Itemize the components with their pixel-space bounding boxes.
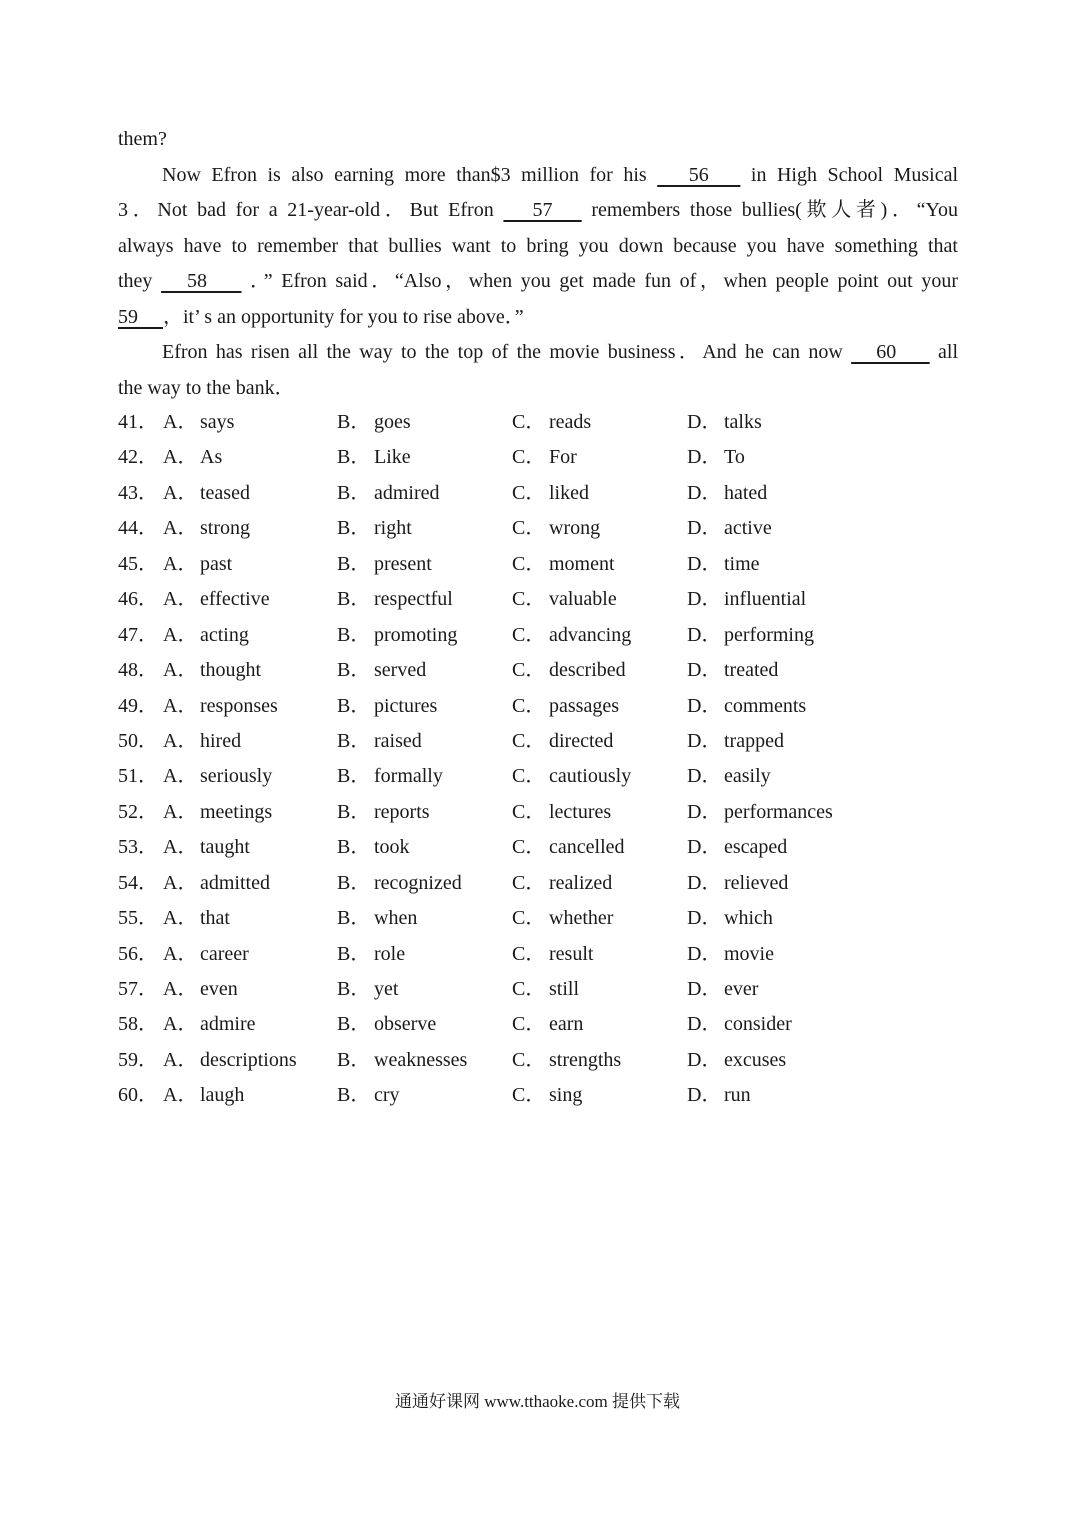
option-text: time <box>724 552 760 575</box>
option-b <box>337 759 443 794</box>
blank-59: 59 <box>118 305 163 328</box>
passage-line: 3．Not bad for a 21-year-old．But Efron 57 remembers those bullies(欺人者)．“You <box>118 199 958 221</box>
option-b <box>337 653 426 688</box>
option-text: relieved <box>724 871 789 894</box>
question-row <box>118 830 958 865</box>
question-number: 47． <box>118 623 158 646</box>
option-d <box>687 547 760 582</box>
option-letter: A． <box>163 552 198 575</box>
option-text: comments <box>724 694 807 717</box>
question-row <box>118 582 958 617</box>
option-text: cautiously <box>549 765 632 788</box>
option-letter: B． <box>337 481 371 504</box>
option-text: laugh <box>200 1084 245 1107</box>
option-letter: B． <box>337 446 371 469</box>
option-letter: D． <box>687 694 722 717</box>
option-text: right <box>374 517 412 540</box>
option-text: seriously <box>200 765 273 788</box>
answer-options <box>118 405 958 1114</box>
option-text: still <box>549 978 580 1000</box>
option-letter: B． <box>337 765 371 788</box>
option-letter: D． <box>687 588 722 611</box>
option-text: effective <box>200 588 270 611</box>
option-text: valuable <box>549 588 617 611</box>
option-c <box>512 759 631 794</box>
question-row <box>118 972 958 1007</box>
question-number: 48． <box>118 659 158 682</box>
option-text: consider <box>724 1013 792 1036</box>
option-letter: B． <box>337 800 371 823</box>
option-a <box>163 405 234 440</box>
option-letter: D． <box>687 765 722 788</box>
option-text: whether <box>549 907 614 930</box>
option-letter: A． <box>163 659 198 682</box>
option-a <box>163 937 249 972</box>
option-letter: D． <box>687 623 722 646</box>
option-b <box>337 476 440 511</box>
option-letter: B． <box>337 1048 371 1071</box>
option-c <box>512 618 631 653</box>
option-text: hated <box>724 481 768 504</box>
option-letter: D． <box>687 481 722 504</box>
option-b <box>337 1043 467 1078</box>
option-c <box>512 724 613 759</box>
option-letter: B． <box>337 1084 371 1107</box>
option-letter: A． <box>163 1084 198 1107</box>
option-c <box>512 1043 621 1078</box>
passage-line: 59 ，it’ s an opportunity for you to rise above．” <box>118 305 524 328</box>
option-c <box>512 547 615 582</box>
option-letter: A． <box>163 907 198 930</box>
option-b <box>337 689 437 724</box>
question-row <box>118 405 958 440</box>
option-a <box>163 653 261 688</box>
option-c <box>512 476 589 511</box>
option-letter: A． <box>163 588 198 611</box>
option-text: even <box>200 978 238 1000</box>
option-a <box>163 866 270 901</box>
option-a <box>163 689 278 724</box>
blank-57: 57 <box>503 199 582 221</box>
passage-line: Efron has risen all the way to the top of the movie business．And he can now 60 all <box>162 341 959 363</box>
option-text: responses <box>200 694 278 717</box>
option-letter: A． <box>163 836 198 859</box>
option-text: Like <box>374 446 411 469</box>
option-text: promoting <box>374 623 458 646</box>
option-text: For <box>549 446 577 469</box>
option-c <box>512 511 600 546</box>
option-letter: A． <box>163 800 198 823</box>
option-letter: B． <box>337 1013 371 1036</box>
option-a <box>163 440 222 475</box>
option-text: earn <box>549 1013 584 1036</box>
option-letter: B． <box>337 907 371 930</box>
option-text: served <box>374 659 427 682</box>
option-text: admired <box>374 481 440 504</box>
question-number: 54． <box>118 871 158 894</box>
option-letter: C． <box>512 871 546 894</box>
option-d <box>687 759 771 794</box>
option-d <box>687 653 778 688</box>
question-number: 57． <box>118 978 158 1000</box>
option-text: pictures <box>374 694 438 717</box>
question-row <box>118 511 958 546</box>
option-d <box>687 511 772 546</box>
option-letter: B． <box>337 694 371 717</box>
blank-60: 60 <box>851 341 930 363</box>
option-letter: D． <box>687 659 722 682</box>
option-letter: C． <box>512 942 546 965</box>
option-text: descriptions <box>200 1048 297 1071</box>
option-letter: D． <box>687 978 722 1000</box>
option-letter: D． <box>687 552 722 575</box>
option-letter: C． <box>512 1084 546 1107</box>
option-text: career <box>200 942 249 965</box>
question-row <box>118 795 958 830</box>
option-a <box>163 618 249 653</box>
option-letter: A． <box>163 1013 198 1036</box>
option-text: advancing <box>549 623 632 646</box>
option-c <box>512 405 591 440</box>
option-letter: C． <box>512 517 546 540</box>
passage-line: always have to remember that bullies want to bring you down because you have something that <box>118 234 958 257</box>
option-letter: D． <box>687 1084 722 1107</box>
option-text: goes <box>374 411 411 433</box>
option-text: wrong <box>549 517 601 540</box>
option-letter: A． <box>163 411 198 433</box>
option-c <box>512 830 625 865</box>
option-letter: C． <box>512 765 546 788</box>
option-c <box>512 1078 582 1113</box>
passage-line: them? <box>118 128 167 150</box>
option-text: easily <box>724 765 771 788</box>
option-d <box>687 476 767 511</box>
option-d <box>687 866 788 901</box>
question-row <box>118 1007 958 1042</box>
option-letter: C． <box>512 978 546 1000</box>
option-text: performing <box>724 623 814 646</box>
option-a <box>163 1007 256 1042</box>
option-text: past <box>200 552 233 575</box>
option-letter: B． <box>337 978 371 1000</box>
option-text: observe <box>374 1013 437 1036</box>
option-a <box>163 901 230 936</box>
option-text: result <box>549 942 594 965</box>
option-d <box>687 1078 751 1113</box>
option-letter: D． <box>687 871 722 894</box>
option-d <box>687 689 806 724</box>
option-letter: D． <box>687 729 722 752</box>
option-text: movie <box>724 942 774 965</box>
option-a <box>163 1078 244 1113</box>
option-b <box>337 724 422 759</box>
option-c <box>512 795 611 830</box>
option-text: sing <box>549 1084 583 1107</box>
option-letter: A． <box>163 978 198 1000</box>
blank-56: 56 <box>657 163 741 186</box>
option-c <box>512 440 577 475</box>
option-c <box>512 901 613 936</box>
option-letter: B． <box>337 517 371 540</box>
option-text: weaknesses <box>374 1048 468 1071</box>
passage-line: they 58 ．” Efron said．“Also，when you get made fun of，when people point out your <box>118 270 959 292</box>
option-b <box>337 511 412 546</box>
question-row <box>118 476 958 511</box>
option-c <box>512 689 619 724</box>
option-letter: C． <box>512 694 546 717</box>
option-letter: B． <box>337 659 371 682</box>
question-number: 58． <box>118 1013 158 1036</box>
option-letter: C． <box>512 588 546 611</box>
question-number: 52． <box>118 800 158 823</box>
option-letter: A． <box>163 765 198 788</box>
option-a <box>163 972 238 1007</box>
option-letter: B． <box>337 552 371 575</box>
option-letter: C． <box>512 481 546 504</box>
question-number: 43． <box>118 481 158 504</box>
option-letter: B． <box>337 588 371 611</box>
option-b <box>337 972 398 1007</box>
option-b <box>337 547 432 582</box>
option-b <box>337 937 405 972</box>
option-text: performances <box>724 800 833 823</box>
question-number: 60． <box>118 1084 158 1107</box>
option-letter: A． <box>163 871 198 894</box>
question-number: 55． <box>118 907 158 930</box>
option-letter: B． <box>337 871 371 894</box>
option-text: described <box>549 659 626 682</box>
question-row <box>118 440 958 475</box>
option-d <box>687 618 814 653</box>
option-letter: D． <box>687 446 722 469</box>
option-letter: A． <box>163 517 198 540</box>
option-text: As <box>200 446 223 469</box>
question-row <box>118 937 958 972</box>
option-text: escaped <box>724 836 788 859</box>
option-c <box>512 937 593 972</box>
option-c <box>512 582 617 617</box>
option-d <box>687 1007 792 1042</box>
question-number: 42． <box>118 446 158 469</box>
option-text: respectful <box>374 588 453 611</box>
option-b <box>337 866 462 901</box>
blank-58: 58 <box>161 270 242 292</box>
option-d <box>687 901 773 936</box>
option-letter: D． <box>687 800 722 823</box>
option-a <box>163 795 272 830</box>
option-text: cancelled <box>549 836 625 859</box>
option-b <box>337 618 457 653</box>
option-letter: A． <box>163 942 198 965</box>
option-letter: A． <box>163 1048 198 1071</box>
option-letter: A． <box>163 481 198 504</box>
option-text: realized <box>549 871 613 894</box>
passage <box>118 122 958 406</box>
question-number: 44． <box>118 517 158 540</box>
option-text: role <box>374 942 406 965</box>
option-a <box>163 830 250 865</box>
option-b <box>337 582 453 617</box>
question-row <box>118 1043 958 1078</box>
option-letter: C． <box>512 800 546 823</box>
question-number: 53． <box>118 836 158 859</box>
option-a <box>163 582 270 617</box>
option-a <box>163 1043 297 1078</box>
option-text: strengths <box>549 1048 622 1071</box>
option-letter: C． <box>512 836 546 859</box>
question-row <box>118 689 958 724</box>
question-number: 45． <box>118 552 158 575</box>
question-number: 56． <box>118 942 158 965</box>
option-text: hired <box>200 729 242 752</box>
option-d <box>687 405 762 440</box>
option-text: active <box>724 517 772 540</box>
option-text: present <box>374 552 432 575</box>
option-d <box>687 830 787 865</box>
option-text: strong <box>200 517 250 540</box>
option-a <box>163 547 232 582</box>
option-text: passages <box>549 694 619 717</box>
page-footer: 通通好课网 www.tthaoke.com 提供下载 <box>394 1392 681 1411</box>
passage-line: the way to the bank． <box>118 376 295 399</box>
option-text: reads <box>549 411 592 433</box>
question-number: 49． <box>118 694 158 717</box>
option-text: moment <box>549 552 615 575</box>
option-a <box>163 476 250 511</box>
option-c <box>512 653 626 688</box>
option-letter: D． <box>687 942 722 965</box>
option-text: formally <box>374 765 443 788</box>
option-letter: A． <box>163 446 198 469</box>
question-row <box>118 653 958 688</box>
question-number: 50． <box>118 729 158 752</box>
option-b <box>337 1007 436 1042</box>
option-text: run <box>724 1084 751 1107</box>
option-letter: A． <box>163 694 198 717</box>
option-letter: D． <box>687 517 722 540</box>
option-text: when <box>374 907 418 930</box>
question-row <box>118 901 958 936</box>
option-text: admire <box>200 1013 256 1036</box>
question-number: 59． <box>118 1048 158 1071</box>
option-letter: C． <box>512 1013 546 1036</box>
option-c <box>512 972 579 1007</box>
option-letter: D． <box>687 411 722 433</box>
option-letter: D． <box>687 836 722 859</box>
option-text: says <box>200 411 235 433</box>
option-text: trapped <box>724 729 784 752</box>
option-text: raised <box>374 729 422 752</box>
option-text: teased <box>200 481 250 504</box>
option-a <box>163 759 272 794</box>
option-a <box>163 724 241 759</box>
option-b <box>337 440 411 475</box>
option-text: talks <box>724 411 762 433</box>
option-letter: B． <box>337 623 371 646</box>
option-text: directed <box>549 729 614 752</box>
option-d <box>687 1043 786 1078</box>
option-text: To <box>724 446 745 469</box>
option-letter: B． <box>337 729 371 752</box>
option-text: influential <box>724 588 807 611</box>
question-number: 46． <box>118 588 158 611</box>
option-b <box>337 405 411 440</box>
option-d <box>687 972 758 1007</box>
option-text: lectures <box>549 800 612 823</box>
option-letter: D． <box>687 907 722 930</box>
option-text: reports <box>374 800 430 823</box>
option-b <box>337 1078 400 1113</box>
option-text: excuses <box>724 1048 787 1071</box>
option-letter: B． <box>337 411 371 433</box>
option-b <box>337 795 430 830</box>
option-text: treated <box>724 659 779 682</box>
option-letter: D． <box>687 1048 722 1071</box>
option-text: admitted <box>200 871 270 894</box>
option-text: ever <box>724 978 759 1000</box>
option-letter: C． <box>512 446 546 469</box>
option-text: cry <box>374 1084 400 1107</box>
option-letter: A． <box>163 623 198 646</box>
option-a <box>163 511 250 546</box>
option-letter: C． <box>512 659 546 682</box>
option-text: yet <box>374 978 399 1000</box>
option-d <box>687 795 833 830</box>
option-text: took <box>374 836 410 859</box>
option-text: liked <box>549 481 589 504</box>
option-b <box>337 901 417 936</box>
option-d <box>687 724 784 759</box>
passage-line: Now Efron is also earning more than$3 million for his 56 in High School Musical <box>162 163 959 186</box>
option-text: that <box>200 907 230 930</box>
option-text: acting <box>200 623 249 646</box>
option-letter: C． <box>512 623 546 646</box>
option-letter: B． <box>337 836 371 859</box>
question-row <box>118 759 958 794</box>
option-letter: C． <box>512 1048 546 1071</box>
option-letter: A． <box>163 729 198 752</box>
option-letter: C． <box>512 411 546 433</box>
option-d <box>687 937 774 972</box>
question-row <box>118 618 958 653</box>
option-letter: B． <box>337 942 371 965</box>
option-letter: C． <box>512 729 546 752</box>
option-d <box>687 440 745 475</box>
option-b <box>337 830 410 865</box>
question-row <box>118 1078 958 1113</box>
option-letter: C． <box>512 552 546 575</box>
question-number: 51． <box>118 765 158 788</box>
option-c <box>512 1007 583 1042</box>
option-letter: C． <box>512 907 546 930</box>
option-text: taught <box>200 836 250 859</box>
question-row <box>118 547 958 582</box>
option-text: recognized <box>374 871 462 894</box>
option-c <box>512 866 612 901</box>
option-text: thought <box>200 659 262 682</box>
option-letter: D． <box>687 1013 722 1036</box>
question-row <box>118 724 958 759</box>
option-text: which <box>724 907 773 930</box>
question-row <box>118 866 958 901</box>
question-number: 41． <box>118 411 158 433</box>
option-text: meetings <box>200 800 273 823</box>
option-d <box>687 582 806 617</box>
